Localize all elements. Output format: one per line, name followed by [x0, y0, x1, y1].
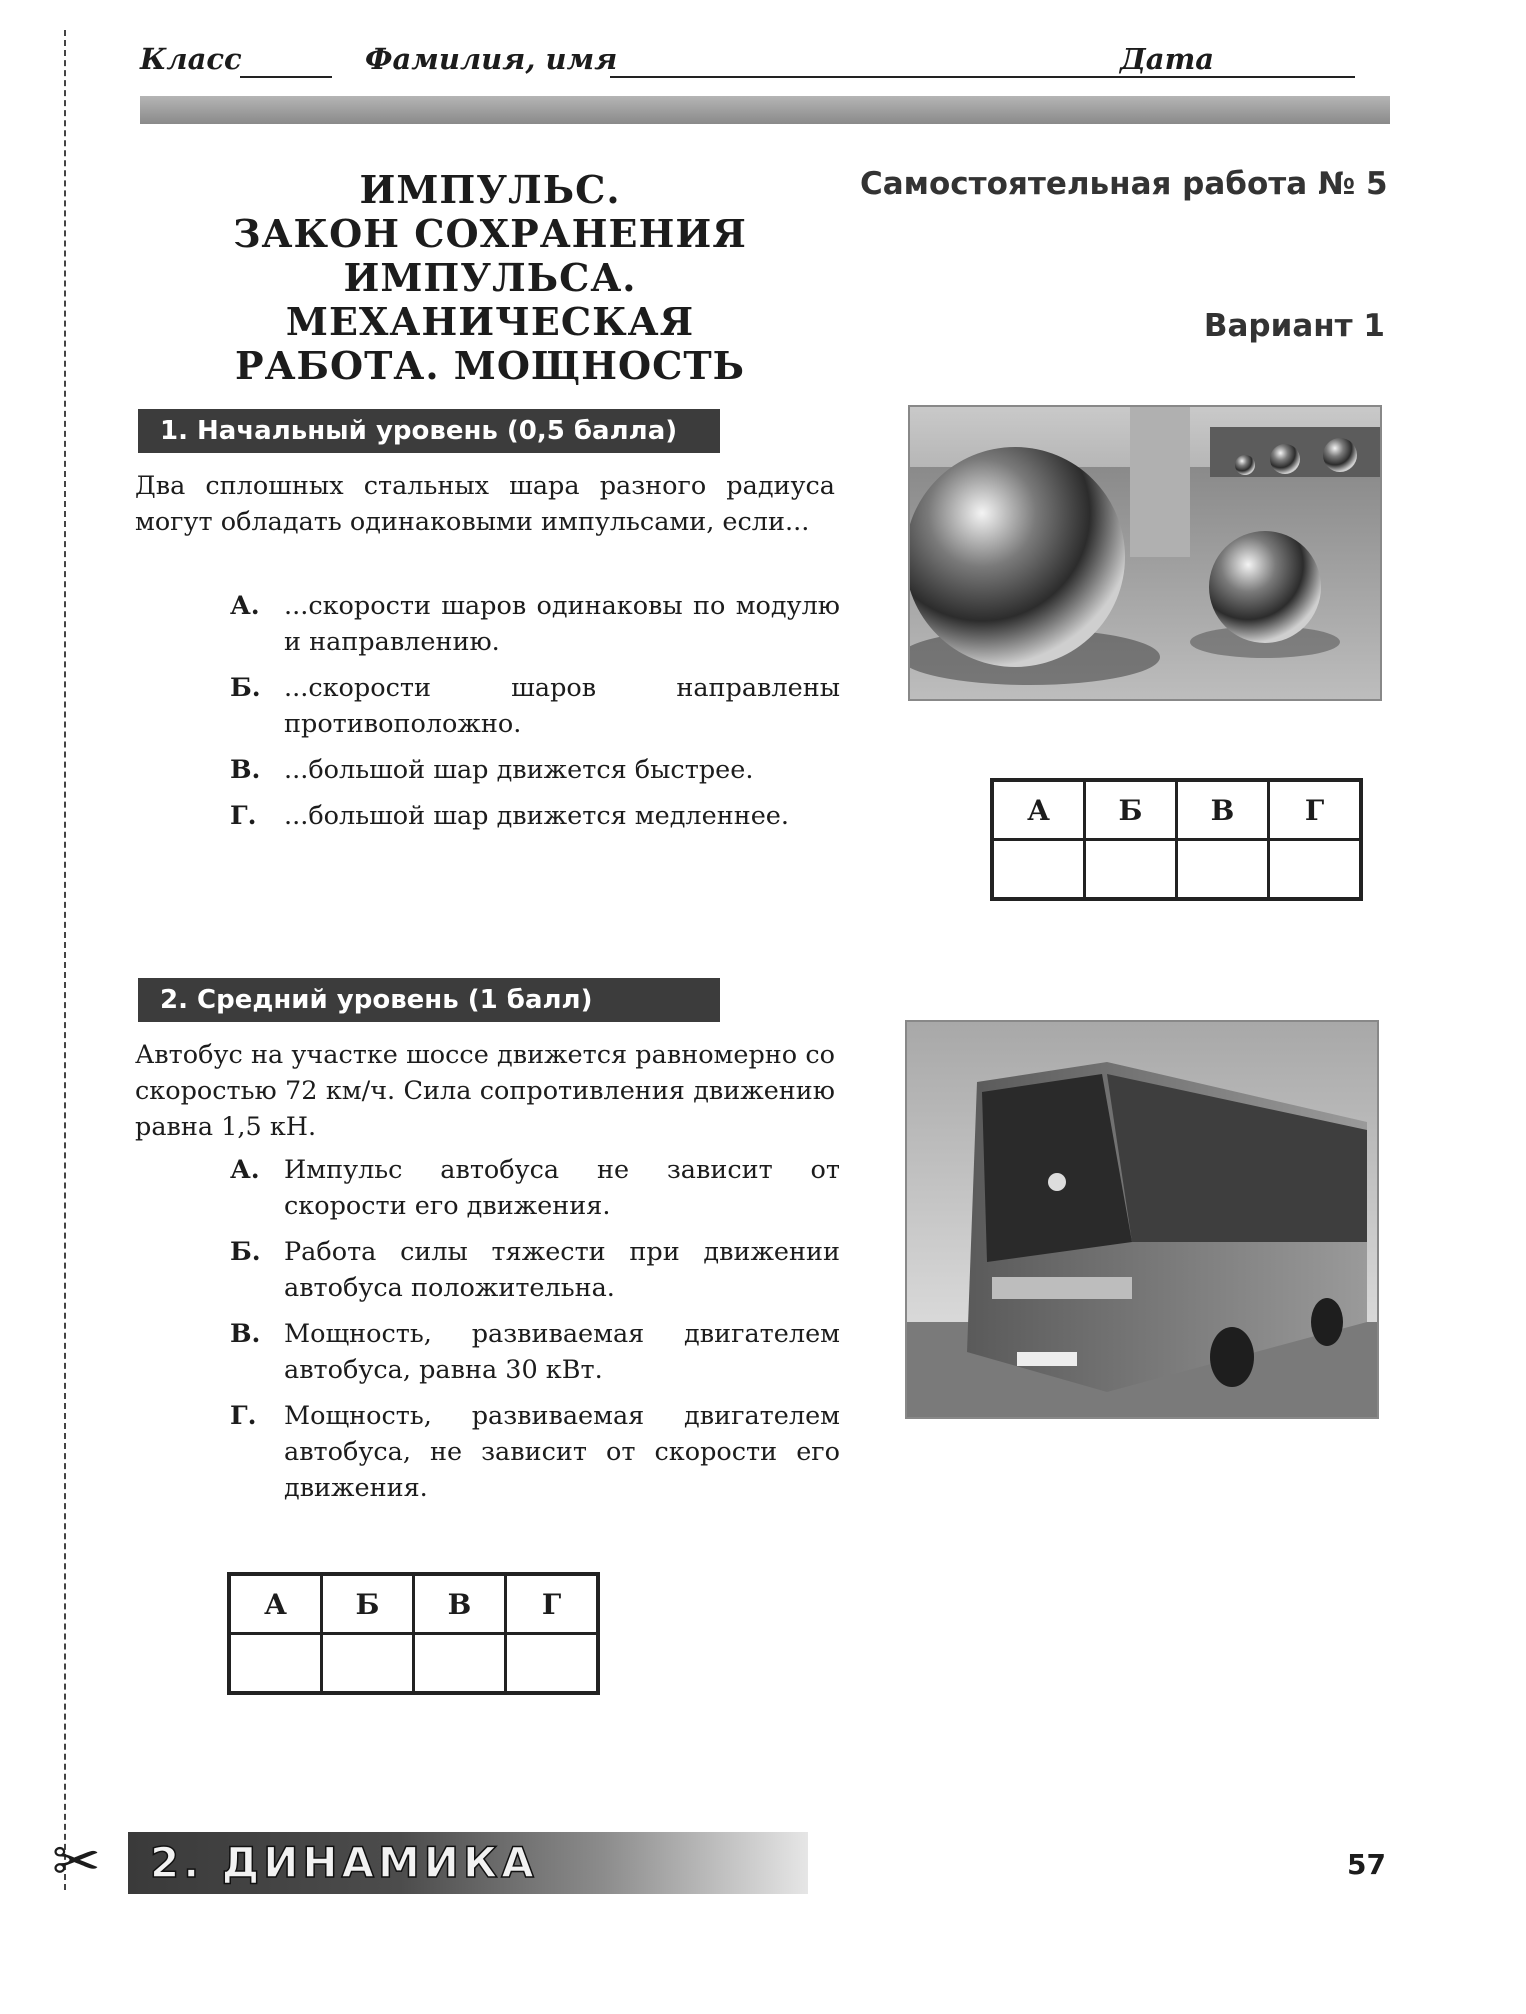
task1-answer-table: [990, 778, 1363, 901]
section-title: 2. ДИНАМИКА: [150, 1838, 538, 1887]
scissors-icon: ✂: [52, 1827, 101, 1895]
answer-cell-g[interactable]: [506, 1634, 599, 1694]
answer-cell-a[interactable]: [992, 840, 1085, 900]
task1-option-g: Г. ...большой шар движется медленнее.: [230, 801, 789, 831]
page-number: 57: [1347, 1848, 1386, 1881]
answer-cell-g[interactable]: [1269, 840, 1362, 900]
answer-header-a: А: [229, 1574, 322, 1634]
task2-option-g: Г. Мощность, развиваемая двигателем автобуса, не зависит от скорости его движения.: [230, 1401, 840, 1503]
answer-cell-v[interactable]: [414, 1634, 506, 1694]
steel-spheres-image: [910, 407, 1380, 699]
student-header: [140, 42, 1355, 82]
answer-cell-a[interactable]: [229, 1634, 322, 1694]
header-divider-bar: [140, 96, 1390, 124]
answer-cell-b[interactable]: [1085, 840, 1177, 900]
task1-options: [230, 588, 840, 844]
task2-option-v: В. Мощность, развиваемая двигателем автобуса, равна 30 кВт.: [230, 1319, 840, 1385]
task2-answer-table: [227, 1572, 600, 1695]
task1-question: Два сплошных стальных шара разного радиуса могут обладать одинаковыми импульсами, если...: [135, 471, 835, 537]
task2-option-a: А. Импульс автобуса не зависит от скорости его движения.: [230, 1155, 840, 1221]
task1-option-b: Б. ...скорости шаров направлены противоположно.: [230, 673, 840, 739]
bus-photo: [905, 1020, 1379, 1419]
task2-question: Автобус на участке шоссе движется равномерно со скоростью 72 км/ч. Сила сопротивления движению равна 1,5 кН.: [135, 1040, 835, 1142]
answer-header-g: Г: [1269, 780, 1362, 840]
answer-cell-b[interactable]: [322, 1634, 414, 1694]
task1-option-v: В. ...большой шар движется быстрее.: [230, 755, 754, 785]
task2-option-b: Б. Работа силы тяжести при движении автобуса положительна.: [230, 1237, 840, 1303]
task2-level-bar: 2. Средний уровень (1 балл): [138, 978, 720, 1022]
answer-header-v: В: [1177, 780, 1269, 840]
task1-option-a: А. ...скорости шаров одинаковы по модулю и направлению.: [230, 591, 840, 657]
cut-line: [64, 30, 66, 1890]
spheres-photo: [908, 405, 1382, 701]
date-label: Дата: [1120, 42, 1215, 76]
tour-bus-image: [907, 1022, 1377, 1417]
answer-header-b: Б: [1085, 780, 1177, 840]
answer-header-g: Г: [506, 1574, 599, 1634]
name-label: Фамилия, имя: [365, 42, 618, 76]
class-label: Класс: [140, 42, 242, 76]
work-title: Самостоятельная работа № 5: [860, 166, 1388, 202]
answer-cell-v[interactable]: [1177, 840, 1269, 900]
page-title: ИМПУЛЬС. ЗАКОН СОХРАНЕНИЯ ИМПУЛЬСА. МЕХАНИЧЕСКАЯ РАБОТА. МОЩНОСТЬ: [233, 167, 747, 388]
date-field[interactable]: [1215, 76, 1355, 78]
class-field[interactable]: [240, 76, 332, 78]
name-field[interactable]: [610, 76, 1238, 78]
task1-level-bar: 1. Начальный уровень (0,5 балла): [138, 409, 720, 453]
answer-header-b: Б: [322, 1574, 414, 1634]
variant-label: Вариант 1: [1203, 308, 1385, 344]
task2-options: [230, 1152, 840, 1516]
answer-header-a: А: [992, 780, 1085, 840]
answer-header-v: В: [414, 1574, 506, 1634]
